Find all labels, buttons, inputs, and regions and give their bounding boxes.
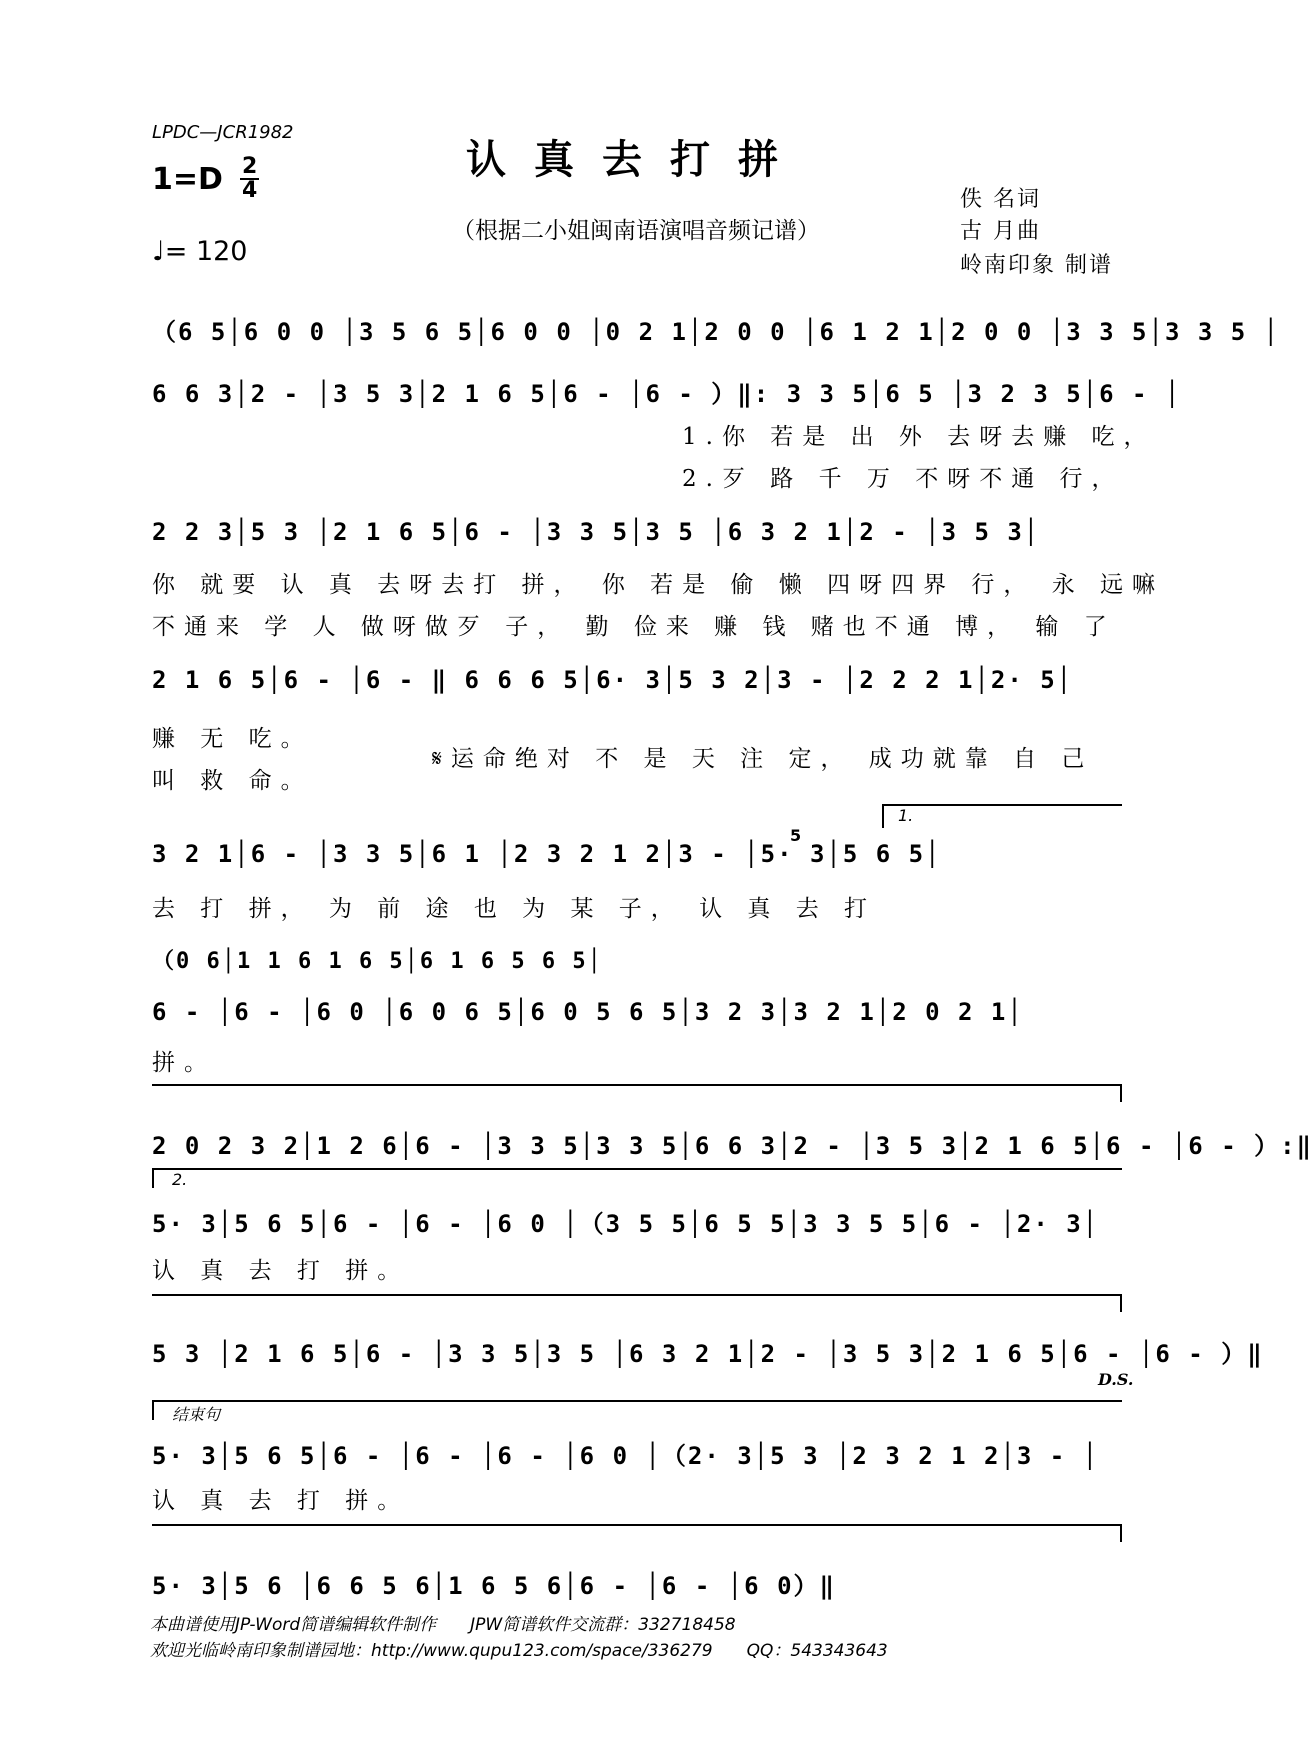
time-bottom: 4 — [242, 178, 258, 203]
system-separator — [152, 1294, 1122, 1296]
chorus-lyric: 𝄋运命绝对 不 是 天 注 定， 成功就靠 自 己 — [432, 746, 1094, 772]
coda-bracket — [152, 1400, 1122, 1402]
score-system-9: 5 3 │2 1 6 5│6 - │3 3 5│3 5 │6 3 2 1│2 - │3 5 3│2 1 6 5│6 - │6 - ）‖ — [152, 1340, 1264, 1368]
lyric-line: 1.你 若是 出 外 去呀去赚 吃， — [682, 424, 1156, 450]
volta-label-1: 1. — [898, 806, 914, 825]
volta-bracket-2 — [152, 1168, 1122, 1170]
score-system-10: 5· 3│5 6 5│6 - │6 - │6 - │6 0 │（2· 3│5 3 │2 3 2 1 2│3 - │ — [152, 1442, 1100, 1470]
score-system-3: 2 2 3│5 3 │2 1 6 5│6 - │3 3 5│3 5 │6 3 2 1│2 - │3 5 3│ — [152, 518, 1041, 546]
dal-segno-mark: D.S. — [1098, 1370, 1134, 1389]
page-title: 认真去打拼 — [466, 136, 806, 183]
composer-credit: 古 月曲 — [960, 219, 1041, 244]
score-system-7: 2 0 2 3 2│1 2 6│6 - │3 3 5│3 3 5│6 6 3│2 - │3 5 3│2 1 6 5│6 - │6 - ）:‖ — [152, 1132, 1313, 1160]
score-system-6: 6 - │6 - │6 0 │6 0 6 5│6 0 5 6 5│3 2 3│3 2 1│2 0 2 1│ — [152, 998, 1024, 1026]
system-separator-edge — [1120, 1294, 1122, 1312]
score-system-8: 5· 3│5 6 5│6 - │6 - │6 0 │（3 5 5│6 5 5│3 3 5 5│6 - │2· 3│ — [152, 1210, 1100, 1238]
system-separator — [152, 1084, 1122, 1086]
lyric-line: 认 真 去 打 拼。 — [152, 1258, 410, 1284]
footer-line-2: 欢迎光临岭南印象制谱园地：http://www.qupu123.com/space/336279 QQ：543343643 — [150, 1641, 888, 1661]
lyric-line: 你 就要 认 真 去呀去打 拼， 你 若是 偷 懒 四呀四界 行， 永 远嘛 — [152, 572, 1165, 598]
lyric-line: 拼。 — [152, 1050, 216, 1076]
score-code: LPDC—JCR1982 — [152, 122, 294, 143]
score-system-5: 3 2 1│6 - │3 3 5│6 1 │2 3 2 1 2│3 - │5· 3│5 6 5│ — [152, 840, 942, 868]
coda-label: 结束句 — [172, 1405, 221, 1424]
score-system-4: 2 1 6 5│6 - │6 - ‖ 6 6 6 5│6· 3│5 3 2│3 - │2 2 2 1│2· 5│ — [152, 666, 1074, 694]
volta-bracket-1-edge — [882, 804, 884, 828]
volta-label-2: 2. — [172, 1170, 188, 1189]
arranger-credit: 岭南印象 制谱 — [960, 253, 1113, 278]
lyric-line: 去 打 拼， 为 前 途 也 为 某 子， 认 真 去 打 — [152, 896, 877, 922]
time-top: 2 — [242, 154, 258, 179]
score-system-11: 5· 3│5 6 │6 6 5 6│1 6 5 6│6 - │6 - │6 0）‖ — [152, 1572, 836, 1600]
system-separator-edge — [1120, 1084, 1122, 1102]
lyricist-credit: 佚 名词 — [960, 187, 1041, 212]
score-system-1: （6 5│6 0 0 │3 5 6 5│6 0 0 │0 2 1│2 0 0 │6 1 2 1│2 0 0 │3 3 5│3 3 5 │ — [152, 318, 1281, 346]
tempo-mark: ♩= 120 — [152, 236, 248, 267]
key-signature: 1=D — [152, 162, 223, 197]
volta-bracket-1 — [882, 804, 1122, 806]
coda-bracket-edge — [152, 1400, 154, 1420]
footer-line-1: 本曲谱使用JP-Word简谱编辑软件制作 JPW简谱软件交流群：332718458 — [150, 1615, 736, 1635]
system-separator — [152, 1524, 1122, 1526]
time-signature — [240, 156, 259, 202]
interlude-small-notes: （0 6│1 1 6 1 6 5│6 1 6 5 6 5│ — [152, 949, 603, 974]
lyric-line: 叫 救 命。 — [152, 768, 313, 794]
lyric-line: 不通来 学 人 做呀做歹 子， 勤 俭来 赚 钱 赌也不通 博， 输 了 — [152, 614, 1116, 640]
lyric-line: 2.歹 路 千 万 不呀不通 行， — [682, 466, 1124, 492]
lyric-line: 认 真 去 打 拼。 — [152, 1488, 410, 1514]
system-separator-edge — [1120, 1524, 1122, 1542]
volta-bracket-2-edge — [152, 1168, 154, 1188]
subtitle: （根据二小姐闽南语演唱音频记谱） — [452, 218, 820, 244]
lyric-line: 赚 无 吃。 — [152, 726, 313, 752]
score-system-2: 6 6 3│2 - │3 5 3│2 1 6 5│6 - │6 - ）‖: 3 3 5│6 5 │3 2 3 5│6 - │ — [152, 380, 1182, 408]
grace-note: 5 — [790, 826, 802, 845]
